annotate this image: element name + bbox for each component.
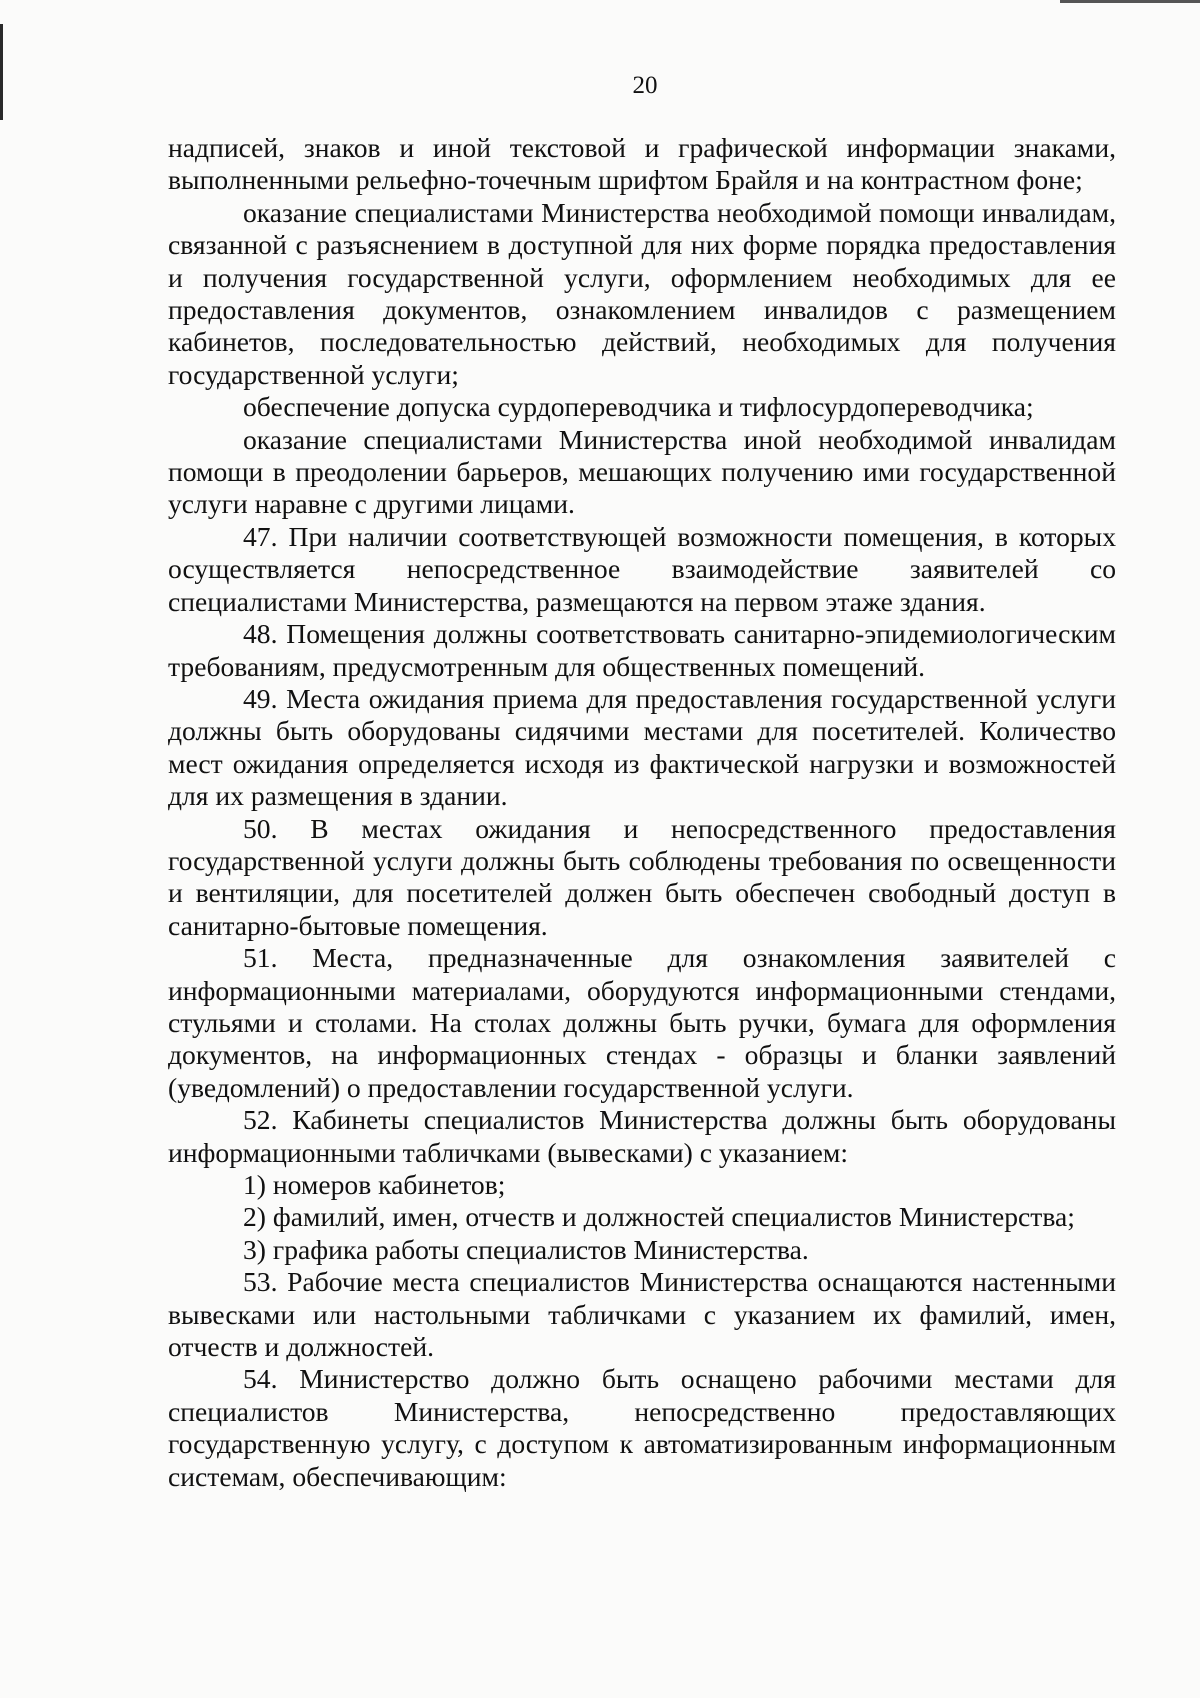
list-item-3: 3) графика работы специалистов Министерства. [243,1233,809,1265]
paragraph-52: 52. Кабинеты специалистов Министерства должны быть оборудованы информационными табличками (вывесками) с указанием: [168,1104,1116,1168]
paragraph-50: 50. В местах ожидания и непосредственного предоставления государственной услуги должны быть соблюдены требования по освещенности и вентиляции, для посетителей должен быть обеспечен свободный доступ в санитарно-бытовые помещения. [168,812,1116,941]
list-item-1: 1) номеров кабинетов; [243,1169,506,1200]
paragraph-47: 47. При наличии соответствующей возможности помещения, в которых осуществляется непосредственное взаимодействие заявителей со специалистами Министерства, размещаются на первом этаже здания. [168,520,1116,617]
page-number: 20 [632,72,658,99]
list-item-2: 2) фамилий, имен, отчеств и должностей специалистов Министерства; [243,1201,1075,1233]
paragraph-sign-interpreter: обеспечение допуска сурдопереводчика и тифлосурдопереводчика; [243,391,1034,423]
paragraph-assistance: оказание специалистами Министерства необходимой помощи инвалидам, связанной с разъяснением в доступной для них форме порядка предоставления и получения государственной услуги, оформлением необходимых для ее предоставления документов, ознакомлением инвалидов с размещением кабинетов, последовательностью действий, необходимых для получения государственной услуги; [168,196,1116,390]
paragraph-53: 53. Рабочие места специалистов Министерства оснащаются настенными вывесками или настольными табличками с указанием их фамилий, имен, отчеств и должностей. [168,1266,1116,1363]
scan-edge-mark [1060,0,1200,3]
document-body [168,132,1116,1493]
paragraph-barrier-help: оказание специалистами Министерства иной необходимой инвалидам помощи в преодолении барьеров, мешающих получению ими государственной услуги наравне с другими лицами. [168,423,1116,520]
paragraph-54: 54. Министерство должно быть оснащено рабочими местами для специалистов Министерства, непосредственно предоставляющих государственную услугу, с доступом к автоматизированным информационным системам, обеспечивающим: [168,1363,1116,1492]
paragraph-51: 51. Места, предназначенные для ознакомления заявителей с информационными материалами, оборудуются информационными стендами, стульями и столами. На столах должны быть ручки, бумага для оформления документов, на информационных стендах - образцы и бланки заявлений (уведомлений) о предоставлении государственной услуги. [168,942,1116,1103]
paragraph-continuation: надписей, знаков и иной текстовой и графической информации знаками, выполненными рельефно-точечным шрифтом Брайля и на контрастном фоне; [168,132,1116,196]
paragraph-49: 49. Места ожидания приема для предоставления государственной услуги должны быть оборудованы сидячими местами для посетителей. Количество мест ожидания определяется исходя из фактической нагрузки и возможностей для их размещения в здании. [168,682,1116,812]
paragraph-48: 48. Помещения должны соответствовать санитарно-эпидемиологическим требованиям, предусмотренным для общественных помещений. [168,618,1116,682]
